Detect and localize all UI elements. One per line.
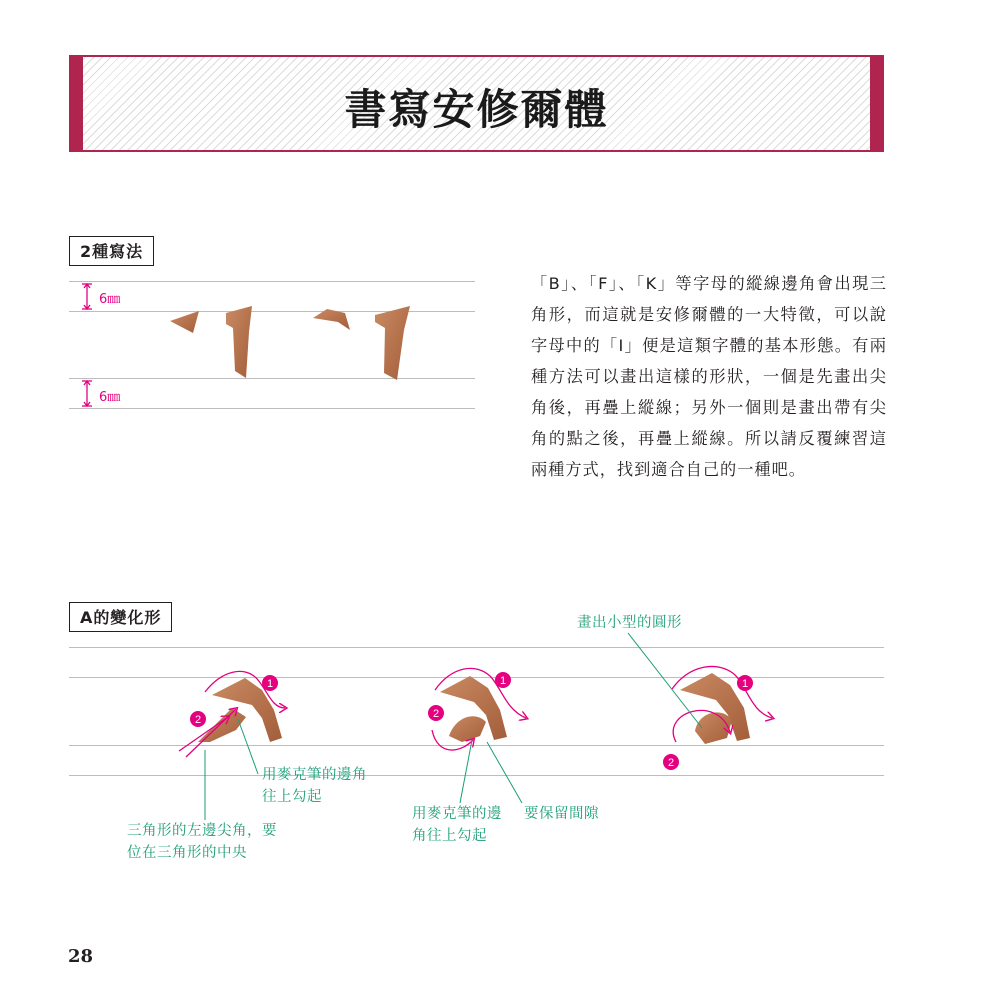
step-marker-1 [262, 675, 278, 691]
step-marker-1 [495, 672, 511, 688]
annotation-small-circle: 畫出小型的圓形 [577, 615, 682, 631]
letter-i-method-two [313, 306, 410, 380]
step-marker-2 [428, 705, 444, 721]
step-marker-2 [663, 754, 679, 770]
annotation-tip-middle: 用麥克筆的邊角往上勾起 [412, 806, 502, 844]
svg-text:1: 1 [741, 678, 749, 690]
svg-text:1: 1 [266, 678, 274, 690]
section-label-a-variants: A的變化形 [69, 602, 172, 632]
annotation-keep-gap: 要保留間隙 [524, 806, 599, 822]
page-number: 28 [68, 946, 94, 967]
svg-text:2: 2 [194, 714, 202, 726]
description-paragraph: 「B」、「F」、「K」等字母的縱線邊角會出現三角形，而這就是安修爾體的一大特徵，可以說字母中的「I」便是這類字體的基本形態。有兩種方法可以畫出這樣的形狀，一個是先畫出尖角後，再疊上縱線；另外一個則是畫出帶有尖角的點之後，再疊上縱線。所以請反覆練習這兩種方式，找到適合自己的一種吧。 [531, 274, 887, 479]
svg-text:2: 2 [667, 757, 675, 769]
letter-i-method-one [170, 306, 252, 378]
svg-text:2: 2 [432, 708, 440, 720]
annotation-tip-left: 用麥克筆的邊角往上勾起 [262, 767, 367, 805]
annotation-leader-lines [205, 633, 702, 820]
measure-bracket-bottom [82, 381, 92, 406]
measure-bracket-top [82, 284, 92, 309]
step-marker-1 [737, 675, 753, 691]
svg-text:1: 1 [499, 675, 507, 687]
measure-label-top: 6㎜ [99, 292, 121, 307]
step-marker-2 [190, 711, 206, 727]
stroke-path-arrow-variant-two [432, 668, 526, 750]
annotation-triangle-note: 三角形的左邊尖角，要位在三角形的中央 [127, 823, 277, 861]
measure-label-bottom: 6㎜ [99, 390, 121, 405]
page-title: 書寫安修爾體 [344, 85, 609, 134]
section-label-two-methods: 2種寫法 [69, 236, 154, 266]
